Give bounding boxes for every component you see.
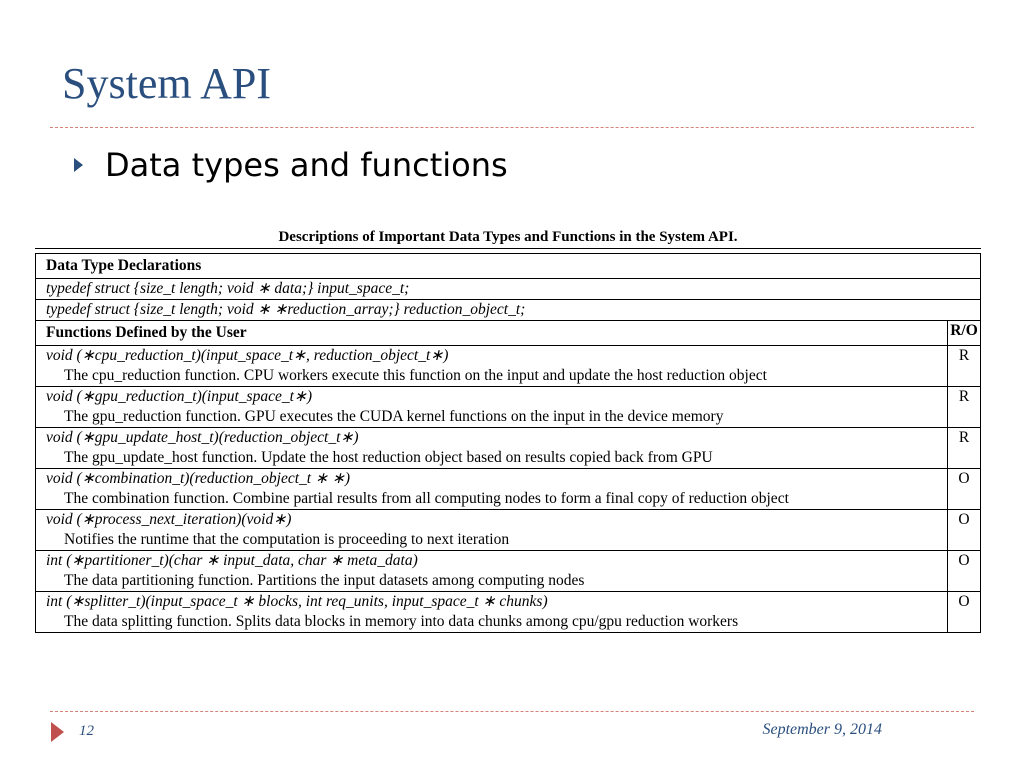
function-description: The data splitting function. Splits data blocks in memory into data chunks among cpu/gpu reduction workers xyxy=(64,613,739,630)
function-row xyxy=(36,428,981,469)
table-caption: Descriptions of Important Data Types and Functions in the System API. xyxy=(278,229,738,245)
function-description: The cpu_reduction function. CPU workers execute this function on the input and update the host reduction object xyxy=(64,367,767,384)
function-ro: O xyxy=(948,592,981,633)
function-signature: void (∗gpu_update_host_t)(reduction_object_t∗) xyxy=(46,429,359,446)
function-cell xyxy=(36,510,948,551)
page-number: 12 xyxy=(79,723,94,739)
api-table-container xyxy=(35,248,981,633)
function-description: Notifies the runtime that the computation is proceeding to next iteration xyxy=(64,531,510,548)
function-signature: void (∗combination_t)(reduction_object_t ∗ ∗) xyxy=(46,470,350,487)
title-divider xyxy=(50,127,974,128)
function-cell xyxy=(36,551,948,592)
footer-divider xyxy=(50,711,974,712)
function-description: The data partitioning function. Partitions the input datasets among computing nodes xyxy=(64,572,585,589)
function-signature: void (∗process_next_iteration)(void∗) xyxy=(46,511,292,528)
data-types-header: Data Type Declarations xyxy=(36,254,981,279)
function-ro: R xyxy=(948,346,981,387)
function-cell xyxy=(36,428,948,469)
declaration-row xyxy=(36,279,981,300)
function-row xyxy=(36,387,981,428)
declaration-reduction-object: typedef struct {size_t length; void ∗ ∗reduction_array;} reduction_object_t; xyxy=(36,300,981,321)
data-types-header-row xyxy=(36,254,981,279)
bullet-item xyxy=(74,146,508,184)
ro-header: R/O xyxy=(948,321,981,346)
function-description: The combination function. Combine partial results from all computing nodes to form a final copy of reduction object xyxy=(64,490,789,507)
function-cell xyxy=(36,469,948,510)
function-ro: R xyxy=(948,428,981,469)
declaration-input-space: typedef struct {size_t length; void ∗ data;} input_space_t; xyxy=(36,279,981,300)
function-signature: int (∗partitioner_t)(char ∗ input_data, char ∗ meta_data) xyxy=(46,552,418,569)
bullet-arrow-icon xyxy=(74,158,83,172)
function-description: The gpu_update_host function. Update the host reduction object based on results copied back from GPU xyxy=(64,449,713,466)
function-cell xyxy=(36,592,948,633)
function-ro: O xyxy=(948,469,981,510)
function-row xyxy=(36,592,981,633)
function-ro: O xyxy=(948,510,981,551)
declaration-row xyxy=(36,300,981,321)
footer-arrow-icon xyxy=(51,722,64,742)
function-row xyxy=(36,346,981,387)
function-signature: void (∗gpu_reduction_t)(input_space_t∗) xyxy=(46,388,313,405)
function-cell xyxy=(36,387,948,428)
slide-title: System API xyxy=(62,59,272,108)
function-row xyxy=(36,510,981,551)
function-description: The gpu_reduction function. GPU executes the CUDA kernel functions on the input in the device memory xyxy=(64,408,724,425)
function-ro: R xyxy=(948,387,981,428)
functions-header: Functions Defined by the User xyxy=(36,321,948,346)
function-signature: int (∗splitter_t)(input_space_t ∗ blocks, int req_units, input_space_t ∗ chunks) xyxy=(46,593,548,610)
function-row xyxy=(36,551,981,592)
function-cell xyxy=(36,346,948,387)
api-table xyxy=(35,253,981,633)
slide-date: September 9, 2014 xyxy=(762,721,882,738)
functions-header-row xyxy=(36,321,981,346)
function-ro: O xyxy=(948,551,981,592)
function-signature: void (∗cpu_reduction_t)(input_space_t∗, reduction_object_t∗) xyxy=(46,347,449,364)
function-row xyxy=(36,469,981,510)
bullet-text: Data types and functions xyxy=(105,146,508,184)
